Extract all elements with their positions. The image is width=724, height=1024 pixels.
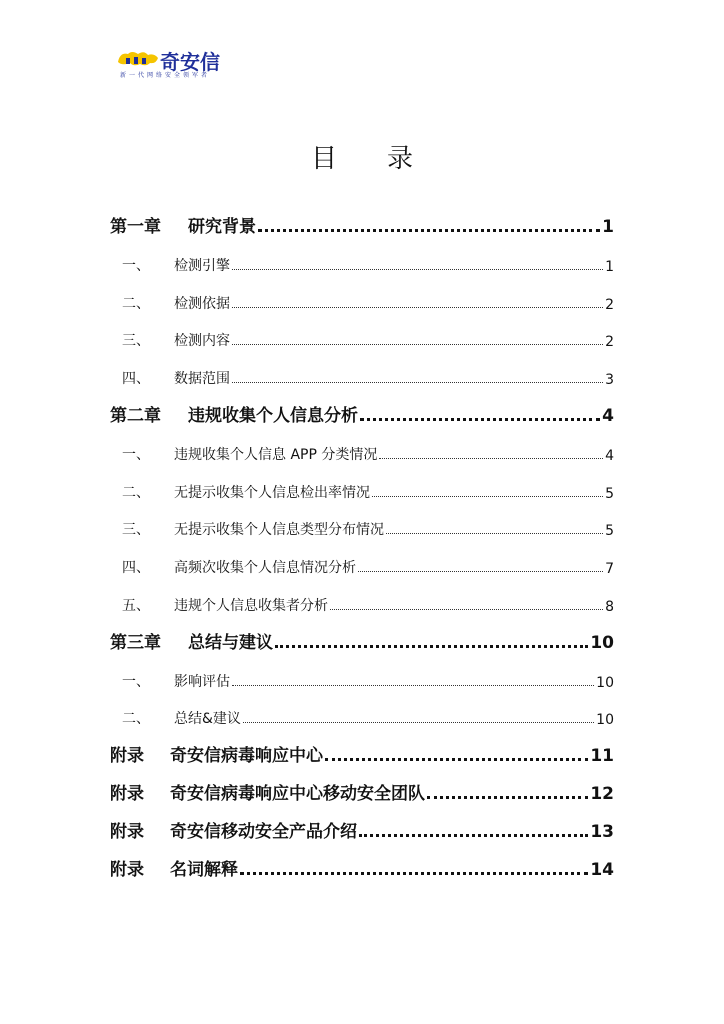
toc-entry-number: 三、	[122, 333, 150, 350]
logo-slogan: 新一代网络安全领军者	[120, 72, 211, 79]
toc-entry-number: 三、	[122, 522, 150, 539]
page-title: 目录	[310, 144, 463, 174]
toc-section-entry[interactable]	[110, 704, 614, 728]
toc-dot-leader	[330, 591, 603, 615]
toc-entry-page-number: 12	[590, 784, 614, 804]
toc-entry-number: 第三章	[110, 632, 161, 653]
toc-section-entry[interactable]	[110, 553, 614, 577]
company-logo	[116, 44, 226, 82]
toc-chapter-entry[interactable]	[110, 856, 614, 880]
toc-entry-number: 附录	[110, 821, 144, 842]
toc-entry-page-number: 1	[602, 217, 614, 237]
toc-entry-label: 奇安信移动安全产品介绍	[170, 821, 357, 842]
toc-entry-page-number: 10	[596, 674, 614, 691]
toc-entry-label: 研究背景	[188, 217, 256, 237]
toc-chapter-entry[interactable]	[110, 402, 614, 426]
toc-dot-leader	[325, 742, 588, 766]
toc-entry-label: 奇安信病毒响应中心移动安全团队	[170, 784, 425, 804]
toc-entry-label: 无提示收集个人信息类型分布情况	[174, 522, 384, 539]
toc-section-entry[interactable]	[110, 364, 614, 388]
toc-dot-leader	[427, 780, 588, 804]
toc-entry-page-number: 14	[590, 859, 614, 880]
toc-section-entry[interactable]	[110, 289, 614, 313]
toc-chapter-entry[interactable]	[110, 629, 614, 653]
toc-entry-page-number: 7	[605, 561, 614, 578]
toc-entry-label: 奇安信病毒响应中心	[170, 746, 323, 767]
toc-chapter-entry[interactable]	[110, 818, 614, 842]
toc-entry-page-number: 2	[605, 296, 614, 313]
toc-section-entry[interactable]	[110, 326, 614, 350]
toc-entry-number: 五、	[122, 598, 150, 614]
toc-entry-number: 附录	[110, 746, 144, 767]
toc-section-entry[interactable]	[110, 667, 614, 691]
toc-entry-number: 一、	[122, 257, 150, 274]
toc-dot-leader	[386, 515, 603, 539]
toc-dot-leader	[240, 856, 588, 880]
toc-entry-page-number: 1	[605, 258, 614, 275]
toc-entry-page-number: 2	[605, 334, 614, 351]
toc-dot-leader	[232, 667, 594, 691]
toc-section-entry[interactable]	[110, 251, 614, 275]
toc-entry-page-number: 8	[605, 599, 614, 615]
toc-chapter-entry[interactable]	[110, 780, 614, 804]
toc-entry-label: 影响评估	[174, 673, 230, 690]
toc-entry-page-number: 11	[590, 746, 614, 767]
toc-dot-leader	[232, 289, 603, 313]
toc-entry-label: 违规收集个人信息分析	[188, 406, 358, 426]
toc-section-entry[interactable]	[110, 515, 614, 539]
toc-entry-page-number: 10	[590, 632, 614, 653]
toc-dot-leader	[359, 818, 588, 842]
toc-entry-page-number: 5	[605, 523, 614, 540]
toc-dot-leader	[372, 478, 603, 502]
toc-entry-page-number: 4	[605, 447, 614, 464]
toc-dot-leader	[258, 213, 600, 237]
toc-entry-number: 附录	[110, 784, 144, 804]
toc-dot-leader	[358, 553, 603, 577]
toc-entry-label: 违规收集个人信息 APP 分类情况	[174, 446, 378, 463]
toc-entry-label: 高频次收集个人信息情况分析	[174, 560, 356, 577]
toc-entry-label: 检测依据	[174, 295, 230, 312]
toc-entry-label: 总结与建议	[188, 632, 273, 653]
toc-entry-number: 一、	[122, 446, 150, 463]
toc-chapter-entry[interactable]	[110, 742, 614, 766]
toc-section-entry[interactable]	[110, 440, 614, 464]
toc-entry-label: 总结&建议	[174, 711, 241, 728]
toc-entry-number: 一、	[122, 673, 150, 690]
toc-dot-leader	[379, 440, 603, 464]
toc-entry-label: 检测引擎	[174, 257, 230, 274]
toc-entry-page-number: 13	[590, 821, 614, 842]
toc-entry-label: 检测内容	[174, 333, 230, 350]
toc-entry-number: 四、	[122, 371, 150, 388]
toc-chapter-entry[interactable]	[110, 213, 614, 237]
toc-entry-number: 二、	[122, 295, 150, 312]
toc-entry-label: 名词解释	[170, 859, 238, 880]
toc-entry-page-number: 4	[602, 406, 614, 426]
toc-section-entry[interactable]	[110, 478, 614, 502]
toc-entry-number: 附录	[110, 859, 144, 880]
toc-dot-leader	[275, 629, 588, 653]
toc-entry-label: 违规个人信息收集者分析	[174, 598, 328, 614]
toc-entry-page-number: 3	[605, 372, 614, 389]
toc-section-entry[interactable]	[110, 591, 614, 615]
toc-dot-leader	[243, 704, 594, 728]
toc-entry-label: 无提示收集个人信息检出率情况	[174, 484, 370, 501]
toc-entry-number: 二、	[122, 484, 150, 501]
toc-dot-leader	[232, 251, 603, 275]
toc-entry-number: 二、	[122, 711, 150, 728]
toc-dot-leader	[232, 364, 603, 388]
toc-entry-page-number: 10	[596, 712, 614, 729]
logo-brand-text: 奇安信	[160, 50, 220, 74]
toc-entry-label: 数据范围	[174, 371, 230, 388]
logo-mark-icon	[116, 48, 160, 68]
toc-entry-number: 第一章	[110, 217, 161, 237]
toc-entry-number: 第二章	[110, 406, 161, 426]
toc-entry-page-number: 5	[605, 485, 614, 502]
toc-dot-leader	[360, 402, 600, 426]
toc-entry-number: 四、	[122, 560, 150, 577]
toc-dot-leader	[232, 326, 603, 350]
